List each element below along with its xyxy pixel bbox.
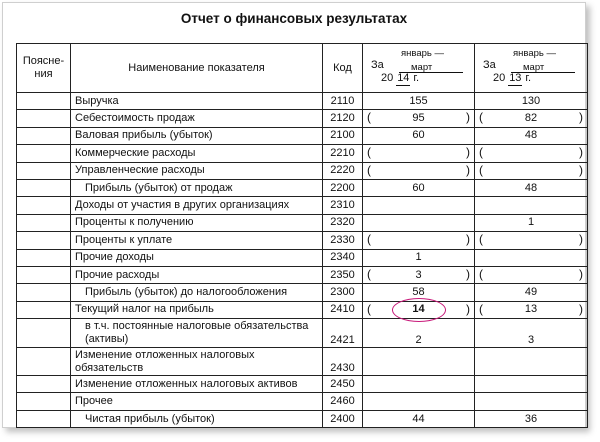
row-code: 2350 (323, 266, 363, 283)
row-value-2013-cell (475, 301, 588, 318)
table-row (17, 145, 588, 162)
open-bracket: ( (479, 232, 483, 247)
row-code: 2110 (323, 93, 363, 110)
notes-cell (17, 179, 71, 196)
close-bracket: ) (466, 266, 470, 281)
period-1-year-group (381, 72, 419, 86)
row-value-2013 (475, 393, 588, 410)
row-value-2014-cell (363, 266, 475, 283)
row-name: Проценты к уплате (71, 232, 323, 249)
row-value-2014: 155 (363, 93, 475, 110)
row-value-2014: 60 (363, 127, 475, 144)
row-code: 2410 (323, 301, 363, 318)
row-name: Проценты к получению (71, 214, 323, 231)
close-bracket: ) (579, 266, 583, 281)
table-row (17, 162, 588, 179)
notes-cell (17, 214, 71, 231)
row-value-2014-cell (363, 301, 475, 318)
row-code: 2450 (323, 376, 363, 393)
row-value-2013-cell (475, 162, 588, 179)
close-bracket: ) (579, 232, 583, 247)
report-title: Отчет о финансовых результатах (180, 11, 408, 26)
notes-cell (17, 266, 71, 283)
close-bracket: ) (466, 301, 470, 316)
open-bracket: ( (479, 110, 483, 125)
close-bracket: ) (579, 162, 583, 177)
period-1-month-start: январь — (401, 48, 444, 59)
row-value-2014-cell (363, 232, 475, 249)
row-value-2013-cell (475, 145, 588, 162)
row-value-2013: 49 (475, 284, 588, 301)
row-value-2014: 14 (412, 303, 425, 316)
row-value-2013: 82 (524, 112, 538, 125)
row-name: Прочие расходы (71, 266, 323, 283)
highlighted-value (412, 303, 424, 316)
row-value-2014: 3 (415, 268, 422, 281)
table-row (17, 127, 588, 144)
period-2-month-start: январь — (513, 48, 556, 59)
close-bracket: ) (579, 110, 583, 125)
notes-cell (17, 376, 71, 393)
table-row (17, 376, 588, 393)
notes-cell (17, 127, 71, 144)
name-header: Наименование показателя (71, 44, 323, 93)
period-1-month-end: март (411, 62, 433, 73)
table-row (17, 266, 588, 283)
row-value-2014 (363, 197, 475, 214)
row-code: 2210 (323, 145, 363, 162)
row-name: Коммерческие расходы (71, 145, 323, 162)
row-value-2013: 48 (475, 127, 588, 144)
table-header-row (17, 44, 588, 93)
row-value-2014: 1 (363, 249, 475, 266)
period-2-year-group (493, 72, 531, 86)
table-row (17, 284, 588, 301)
row-name: Доходы от участия в других организациях (71, 197, 323, 214)
row-value-2013 (475, 249, 588, 266)
period-header-2 (475, 44, 588, 93)
row-code: 2421 (323, 319, 363, 348)
row-value-2013-cell (475, 110, 588, 127)
row-value-2014: 58 (363, 284, 475, 301)
row-value-2013-cell (475, 266, 588, 283)
row-value-2013 (475, 348, 588, 376)
row-name: Валовая прибыль (убыток) (71, 127, 323, 144)
report-page (2, 2, 586, 428)
period-1-suffix: г. (413, 72, 420, 84)
close-bracket: ) (466, 232, 470, 247)
row-name: Изменение отложенных налоговых обязательств (71, 348, 323, 376)
period-header-1 (363, 44, 475, 93)
open-bracket: ( (479, 266, 483, 281)
row-value-2014-cell (363, 110, 475, 127)
row-value-2014 (363, 376, 475, 393)
row-value-2013: 3 (475, 319, 588, 348)
row-name: Изменение отложенных налоговых активов (71, 376, 323, 393)
table-row (17, 301, 588, 318)
row-code: 2430 (323, 348, 363, 376)
notes-cell (17, 162, 71, 179)
row-code: 2330 (323, 232, 363, 249)
row-code: 2460 (323, 393, 363, 410)
row-value-2014-cell (363, 145, 475, 162)
row-name: Выручка (71, 93, 323, 110)
notes-cell (17, 93, 71, 110)
notes-cell (17, 348, 71, 376)
row-code: 2310 (323, 197, 363, 214)
open-bracket: ( (479, 301, 483, 316)
open-bracket: ( (367, 266, 371, 281)
table-row (17, 232, 588, 249)
period-2-year: 13 (509, 72, 522, 84)
table-row (17, 348, 588, 376)
table-row (17, 197, 588, 214)
row-code: 2400 (323, 410, 363, 427)
row-value-2014 (363, 348, 475, 376)
row-name: в т.ч. постоянные налоговые обязательства (активы) (71, 319, 323, 348)
notes-cell (17, 393, 71, 410)
row-name: Управленческие расходы (71, 162, 323, 179)
open-bracket: ( (367, 110, 371, 125)
close-bracket: ) (579, 145, 583, 160)
row-code: 2300 (323, 284, 363, 301)
row-code: 2200 (323, 179, 363, 196)
notes-cell (17, 410, 71, 427)
period-1-prefix: 20 (381, 72, 394, 84)
open-bracket: ( (367, 232, 371, 247)
row-value-2014: 44 (363, 410, 475, 427)
row-value-2014: 2 (363, 319, 475, 348)
row-name: Прочее (71, 393, 323, 410)
table-row (17, 319, 588, 348)
period-2-month-end: март (523, 62, 545, 73)
notes-cell (17, 249, 71, 266)
financial-results-table (16, 43, 588, 428)
row-code: 2220 (323, 162, 363, 179)
row-value-2013: 48 (475, 179, 588, 196)
close-bracket: ) (466, 162, 470, 177)
row-code: 2340 (323, 249, 363, 266)
row-value-2013 (475, 197, 588, 214)
notes-cell (17, 301, 71, 318)
row-name: Прибыль (убыток) от продаж (71, 179, 323, 196)
period-2-za: За (483, 59, 496, 71)
row-value-2013 (475, 376, 588, 393)
row-value-2014-cell (363, 162, 475, 179)
row-value-2014: 60 (363, 179, 475, 196)
close-bracket: ) (466, 145, 470, 160)
code-header: Код (323, 44, 363, 93)
row-value-2013: 1 (475, 214, 588, 231)
notes-cell (17, 232, 71, 249)
close-bracket: ) (466, 110, 470, 125)
notes-cell (17, 197, 71, 214)
table-row (17, 93, 588, 110)
open-bracket: ( (367, 145, 371, 160)
row-value-2013: 13 (524, 303, 538, 316)
open-bracket: ( (479, 162, 483, 177)
notes-cell (17, 110, 71, 127)
row-value-2013-cell (475, 232, 588, 249)
table-row (17, 110, 588, 127)
table-row (17, 249, 588, 266)
row-value-2013: 36 (475, 410, 588, 427)
table-row (17, 179, 588, 196)
period-1-year: 14 (397, 72, 410, 84)
open-bracket: ( (367, 162, 371, 177)
row-name: Себестоимость продаж (71, 110, 323, 127)
notes-cell (17, 284, 71, 301)
row-value-2014 (363, 214, 475, 231)
row-name: Прочие доходы (71, 249, 323, 266)
open-bracket: ( (479, 145, 483, 160)
table-row (17, 393, 588, 410)
row-value-2013: 130 (475, 93, 588, 110)
period-1-za: За (371, 59, 384, 71)
table-row (17, 214, 588, 231)
row-code: 2320 (323, 214, 363, 231)
row-value-2014 (363, 393, 475, 410)
close-bracket: ) (579, 301, 583, 316)
row-name: Чистая прибыль (убыток) (71, 410, 323, 427)
row-name: Текущий налог на прибыль (71, 301, 323, 318)
row-code: 2120 (323, 110, 363, 127)
open-bracket: ( (367, 301, 371, 316)
table-row (17, 410, 588, 427)
row-value-2014: 95 (412, 112, 425, 125)
notes-cell (17, 319, 71, 348)
period-2-suffix: г. (525, 72, 532, 84)
row-code: 2100 (323, 127, 363, 144)
row-name: Прибыль (убыток) до налогообложения (71, 284, 323, 301)
period-2-prefix: 20 (493, 72, 506, 84)
notes-cell (17, 145, 71, 162)
notes-header: Поясне- ния (17, 44, 71, 93)
